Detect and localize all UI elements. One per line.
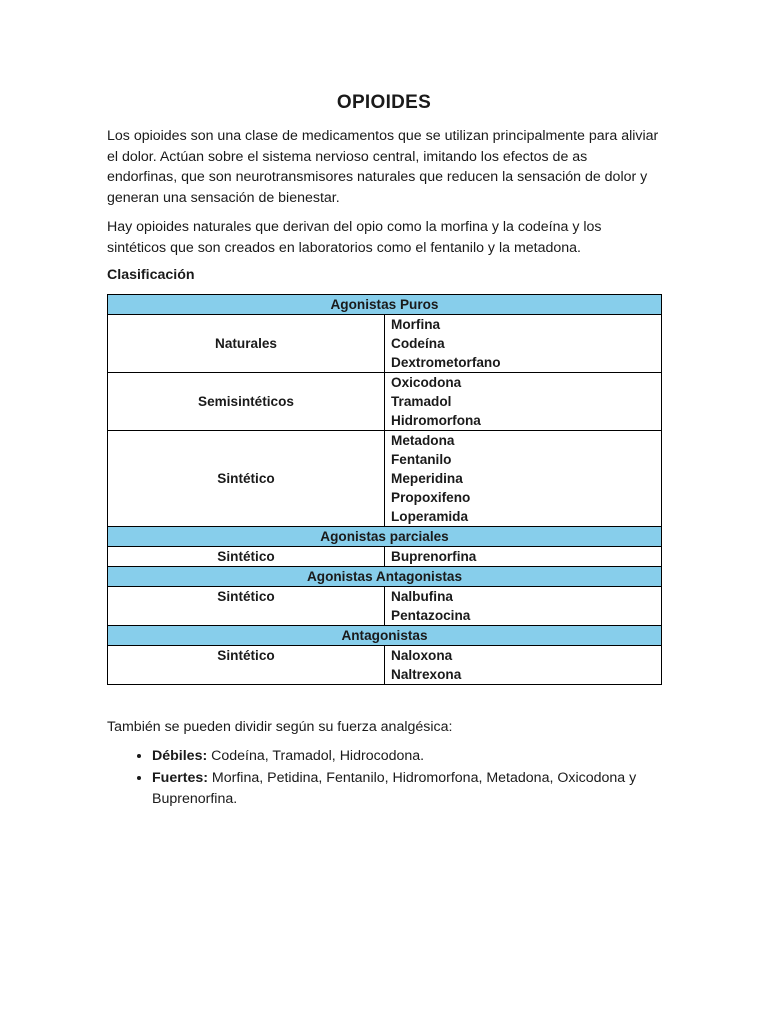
items-cell bbox=[385, 587, 662, 626]
table-group-header bbox=[108, 626, 662, 646]
item: Morfina bbox=[391, 317, 441, 332]
list-item-label: Débiles: bbox=[152, 748, 208, 764]
table-group-header bbox=[108, 527, 662, 547]
table-row bbox=[108, 373, 662, 431]
item: Meperidina bbox=[391, 471, 463, 486]
list-item-label: Fuertes: bbox=[152, 770, 208, 786]
item: Buprenorfina bbox=[391, 549, 477, 564]
table-group-header bbox=[108, 567, 662, 587]
group-label: Agonistas Antagonistas bbox=[108, 567, 662, 587]
item: Naltrexona bbox=[391, 667, 462, 682]
items-cell bbox=[385, 547, 662, 567]
classification-heading: Clasificación bbox=[107, 267, 195, 283]
origin-paragraph: Hay opioides naturales que derivan del opio como la morfina y la codeína y los sintéticos que son creados en laboratorios como el fentanilo y la metadona. bbox=[107, 219, 602, 256]
group-label: Agonistas parciales bbox=[108, 527, 662, 547]
item: Fentanilo bbox=[391, 452, 452, 467]
category-cell: Sintético bbox=[108, 646, 385, 685]
item: Hidromorfona bbox=[391, 413, 481, 428]
list-item bbox=[152, 746, 661, 767]
document-title: OPIOIDES bbox=[336, 92, 432, 113]
group-label: Antagonistas bbox=[108, 626, 662, 646]
list-item-text: Codeína, Tramadol, Hidrocodona. bbox=[207, 748, 425, 764]
items-cell bbox=[385, 431, 662, 527]
item: Dextrometorfano bbox=[391, 355, 501, 370]
strength-list bbox=[107, 746, 661, 810]
table-row bbox=[108, 587, 662, 626]
category-cell: Sintético bbox=[108, 431, 385, 527]
strength-intro: También se pueden dividir según su fuerza analgésica: bbox=[107, 719, 453, 735]
table-row bbox=[108, 547, 662, 567]
list-item bbox=[152, 768, 661, 810]
category-cell: Semisintéticos bbox=[108, 373, 385, 431]
items-cell bbox=[385, 373, 662, 431]
category-cell: Naturales bbox=[108, 315, 385, 373]
item: Codeína bbox=[391, 336, 445, 351]
item: Loperamida bbox=[391, 509, 469, 524]
list-item-text: Morfina, Petidina, Fentanilo, Hidromorfona, Metadona, Oxicodona y Buprenorfina. bbox=[152, 770, 637, 807]
category-cell: Sintético bbox=[108, 547, 385, 567]
classification-table bbox=[107, 294, 662, 685]
item: Nalbufina bbox=[391, 589, 453, 604]
intro-paragraph: Los opioides son una clase de medicamentos que se utilizan principalmente para aliviar el dolor. Actúan sobre el sistema nervioso central, imitando los efectos de as endorfinas, que son neurotransmisores naturales que reducen la sensación de dolor y generan una sensación de bienestar. bbox=[107, 128, 659, 206]
item: Naloxona bbox=[391, 648, 453, 663]
item: Oxicodona bbox=[391, 375, 462, 390]
table-group-header bbox=[108, 295, 662, 315]
item: Propoxifeno bbox=[391, 490, 471, 505]
table-row bbox=[108, 646, 662, 685]
table-row bbox=[108, 431, 662, 527]
item: Tramadol bbox=[391, 394, 452, 409]
table-row bbox=[108, 315, 662, 373]
items-cell bbox=[385, 646, 662, 685]
items-cell bbox=[385, 315, 662, 373]
category-cell: Sintético bbox=[108, 587, 385, 626]
item: Metadona bbox=[391, 433, 455, 448]
item: Pentazocina bbox=[391, 608, 471, 623]
document-page bbox=[107, 92, 661, 811]
group-label: Agonistas Puros bbox=[108, 295, 662, 315]
